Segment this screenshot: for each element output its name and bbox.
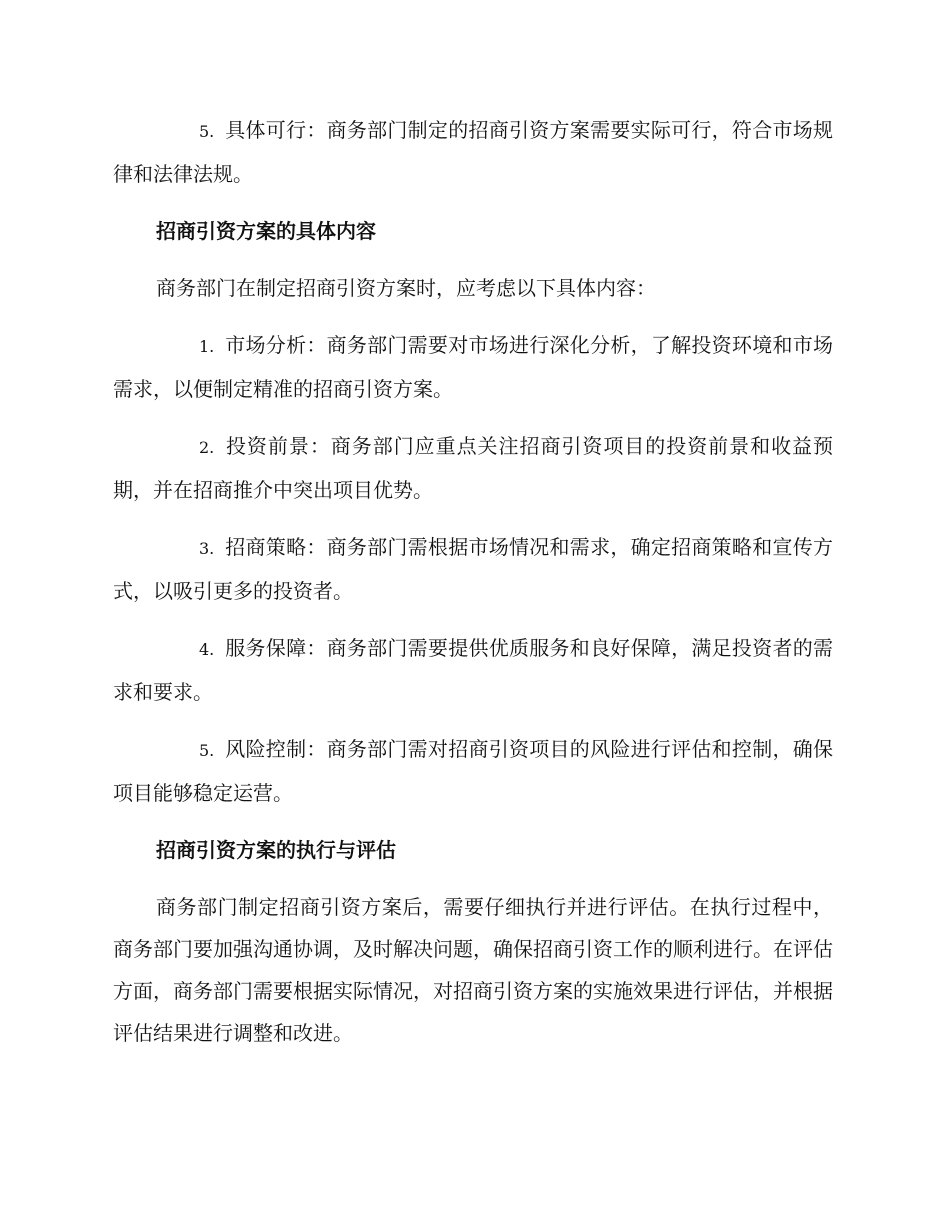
list-item-number: 4. [199, 640, 215, 659]
list-item-number: 2. [199, 438, 215, 457]
list-item [113, 425, 833, 511]
section-intro: 商务部门在制定招商引资方案时，应考虑以下具体内容： [156, 276, 656, 300]
list-item-number: 3. [199, 539, 215, 558]
list-item [113, 324, 833, 410]
list-item-number: 5. [199, 741, 215, 760]
list-item-text: 具体可行：商务部门制定的招商引资方案需要实际可行，符合市场规律和法律法规。 [113, 118, 833, 186]
list-item-text: 服务保障：商务部门需要提供优质服务和良好保障，满足投资者的需求和要求。 [113, 636, 833, 704]
section-body: 商务部门制定招商引资方案后，需要仔细执行并进行评估。在执行过程中，商务部门要加强沟通协调，及时解决问题，确保招商引资工作的顺利进行。在评估方面，商务部门需要根据实际情况，对招商引资方案的实施效果进行评估，并根据评估结果进行调整和改进。 [113, 895, 833, 1045]
list-item-text: 风险控制：商务部门需对招商引资项目的风险进行评估和控制，确保项目能够稳定运营。 [113, 737, 833, 805]
list-item [113, 109, 833, 195]
list-item [113, 627, 833, 713]
list-item-number: 5. [199, 122, 215, 141]
section-heading-content: 招商引资方案的具体内容 [156, 219, 376, 243]
list-item [113, 526, 833, 612]
list-item-text: 市场分析：商务部门需要对市场进行深化分析，了解投资环境和市场需求，以便制定精准的招商引资方案。 [113, 333, 833, 401]
list-item-number: 1. [199, 337, 215, 356]
document-content [113, 109, 833, 1069]
list-item [113, 728, 833, 814]
section-heading-execution: 招商引资方案的执行与评估 [156, 838, 396, 862]
list-item-text: 招商策略：商务部门需根据市场情况和需求，确定招商策略和宣传方式，以吸引更多的投资者。 [113, 535, 833, 603]
list-item-text: 投资前景：商务部门应重点关注招商引资项目的投资前景和收益预期，并在招商推介中突出项目优势。 [113, 434, 833, 502]
